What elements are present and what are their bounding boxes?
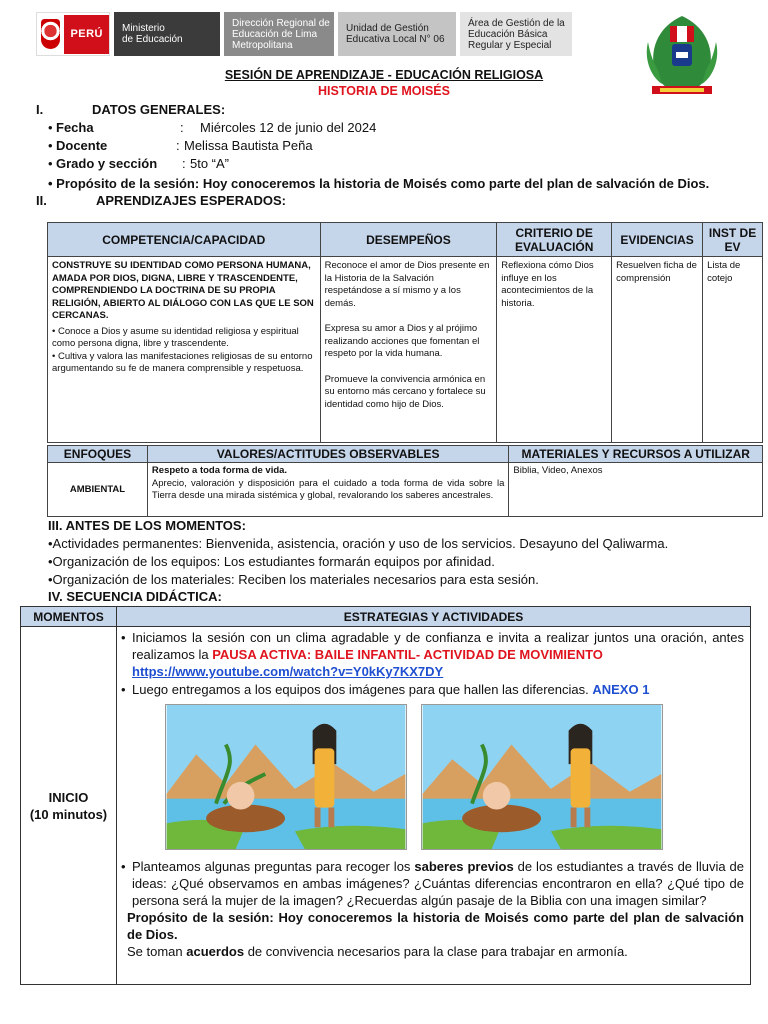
header-evidencias: EVIDENCIAS xyxy=(612,223,703,257)
header-competencia: COMPETENCIA/CAPACIDAD xyxy=(48,223,321,257)
header-estrategias: ESTRATEGIAS Y ACTIVIDADES xyxy=(117,607,751,627)
area-label: Área de Gestión de la Educación Básica Regular y Especial xyxy=(460,12,572,56)
document-title: SESIÓN DE APRENDIZAJE - EDUCACIÓN RELIGIOSA xyxy=(224,68,544,82)
materiales-cell: Biblia, Video, Anexos xyxy=(509,463,763,517)
activity-3: • Planteamos algunas preguntas para recoger los saberes previos de los estudiantes a través de lluvia de ideas: ¿Qué observamos en ambas imágenes? ¿Cuántas diferencias encontraron en ella? ¿Qué tipo de persona será la mujer de la imagen? ¿Recuerdas algún pasaje de la Biblia con una imagen similar? xyxy=(121,858,744,909)
ugel-label: Unidad de Gestión Educativa Local N° 06 xyxy=(338,12,456,56)
competencia-cell xyxy=(48,257,321,443)
momento-cell: INICIO (10 minutos) xyxy=(21,627,117,985)
capacidad-1: • Conoce a Dios y asume su identidad religiosa y espiritual como persona digna, libre y trascendente. xyxy=(52,325,299,349)
header-desempenos: DESEMPEÑOS xyxy=(320,223,497,257)
moses-basket-image-2 xyxy=(421,704,663,850)
criterio-cell: Reflexiona cómo Dios influye en los acontecimientos de la historia. xyxy=(497,257,612,443)
dre-label: Dirección Regional de Educación de Lima Metropolitana xyxy=(224,12,334,56)
secuencia-table xyxy=(20,606,751,985)
ministerio-label: Ministerio de Educación xyxy=(114,12,220,56)
acuerdos-text: Se toman acuerdos de convivencia necesarios para la clase para trabajar en armonía. xyxy=(127,944,628,959)
section-1-number: I. xyxy=(36,102,44,117)
section-4-label: IV. SECUENCIA DIDÁCTICA: xyxy=(48,589,222,604)
institution-header xyxy=(36,12,572,56)
competencias-table xyxy=(47,222,763,443)
header-valores: VALORES/ACTITUDES OBSERVABLES xyxy=(147,446,508,463)
enfoques-table xyxy=(47,445,763,517)
section-3-label: III. ANTES DE LOS MOMENTOS: xyxy=(48,518,246,533)
activity-1: • Iniciamos la sesión con un clima agradable y de confianza e invita a realizar juntos una oración, antes realizamos la PAUSA ACTIVA: BAILE INFANTIL- ACTIVIDAD DE MOVIMIENTO https://www.youtube.com/watch?v=Y0kKy7KX7DY xyxy=(121,629,744,680)
capacidad-2: • Cultiva y valora las manifestaciones religiosas de su entorno argumentando su fe de manera comprensible y respetuosa. xyxy=(52,350,313,374)
antes-item: •Actividades permanentes: Bienvenida, asistencia, oración y uso de los servicios. Desayuno del Qaliwarma. xyxy=(48,536,669,551)
competencia-text: CONSTRUYE SU IDENTIDAD COMO PERSONA HUMANA, AMADA POR DIOS, DIGNA, LIBRE Y TRASCENDENTE, COMPRENDIENDO LA DOCTRINA DE SU PROPIA RELIGIÓN, ABIERTO AL DIÁLOGO CON LAS QUE LE SON CERCANAS. xyxy=(52,260,314,321)
enfoque-cell: AMBIENTAL xyxy=(48,463,148,517)
coat-of-arms-icon xyxy=(41,19,60,49)
youtube-link[interactable]: https://www.youtube.com/watch?v=Y0kKy7KX7DY xyxy=(132,664,444,679)
desempenos-cell xyxy=(320,257,497,443)
header-materiales: MATERIALES Y RECURSOS A UTILIZAR xyxy=(509,446,763,463)
moses-basket-image-1 xyxy=(165,704,407,850)
header-criterio: CRITERIO DE EVALUACIÓN xyxy=(497,223,612,257)
desempeno-1: Reconoce el amor de Dios presente en la Historia de la Salvación respetándose a sí mismo y a los demás. xyxy=(324,260,490,309)
valores-cell: Respeto a toda forma de vida. Aprecio, valoración y disposición para el cuidado a toda forma de vida sobre la Tierra desde una mirada sistémica y global, revalorando los saberes ancestrales. xyxy=(147,463,508,517)
datos-proposito: • Propósito de la sesión: Hoy conoceremos la historia de Moisés como parte del plan de salvación de Dios. xyxy=(48,176,710,191)
header-momentos: MOMENTOS xyxy=(21,607,117,627)
document-subtitle: HISTORIA DE MOISÉS xyxy=(318,84,450,98)
header-instrumento: INST DE EV xyxy=(703,223,763,257)
instrumento-cell: Lista de cotejo xyxy=(703,257,763,443)
actividades-cell xyxy=(117,627,751,985)
antes-item: •Organización de los materiales: Reciben los materiales necesarios para esta sesión. xyxy=(48,572,539,587)
header-enfoques: ENFOQUES xyxy=(48,446,148,463)
activity-2: • Luego entregamos a los equipos dos imágenes para que hallen las diferencias. ANEXO 1 xyxy=(121,681,744,698)
section-2-number: II. xyxy=(36,193,47,208)
antes-item: •Organización de los equipos: Los estudiantes formarán equipos por afinidad. xyxy=(48,554,495,569)
evidencias-cell: Resuelven ficha de comprensión xyxy=(612,257,703,443)
proposito-inicio: Propósito de la sesión: Hoy conoceremos la historia de Moisés como parte del plan de salvación de Dios. xyxy=(127,910,744,942)
desempeno-2: Expresa su amor a Dios y al prójimo realizando acciones que fomentan el respeto por la vida humana. xyxy=(324,323,480,359)
peru-logo: PERÚ xyxy=(36,12,110,56)
section-2-label: APRENDIZAJES ESPERADOS: xyxy=(96,193,286,208)
desempeno-3: Promueve la convivencia armónica en su entorno más cercano y fortalece su identidad como hijo de Dios. xyxy=(324,373,486,410)
section-1-label: DATOS GENERALES: xyxy=(92,102,226,117)
difference-images xyxy=(165,704,744,850)
